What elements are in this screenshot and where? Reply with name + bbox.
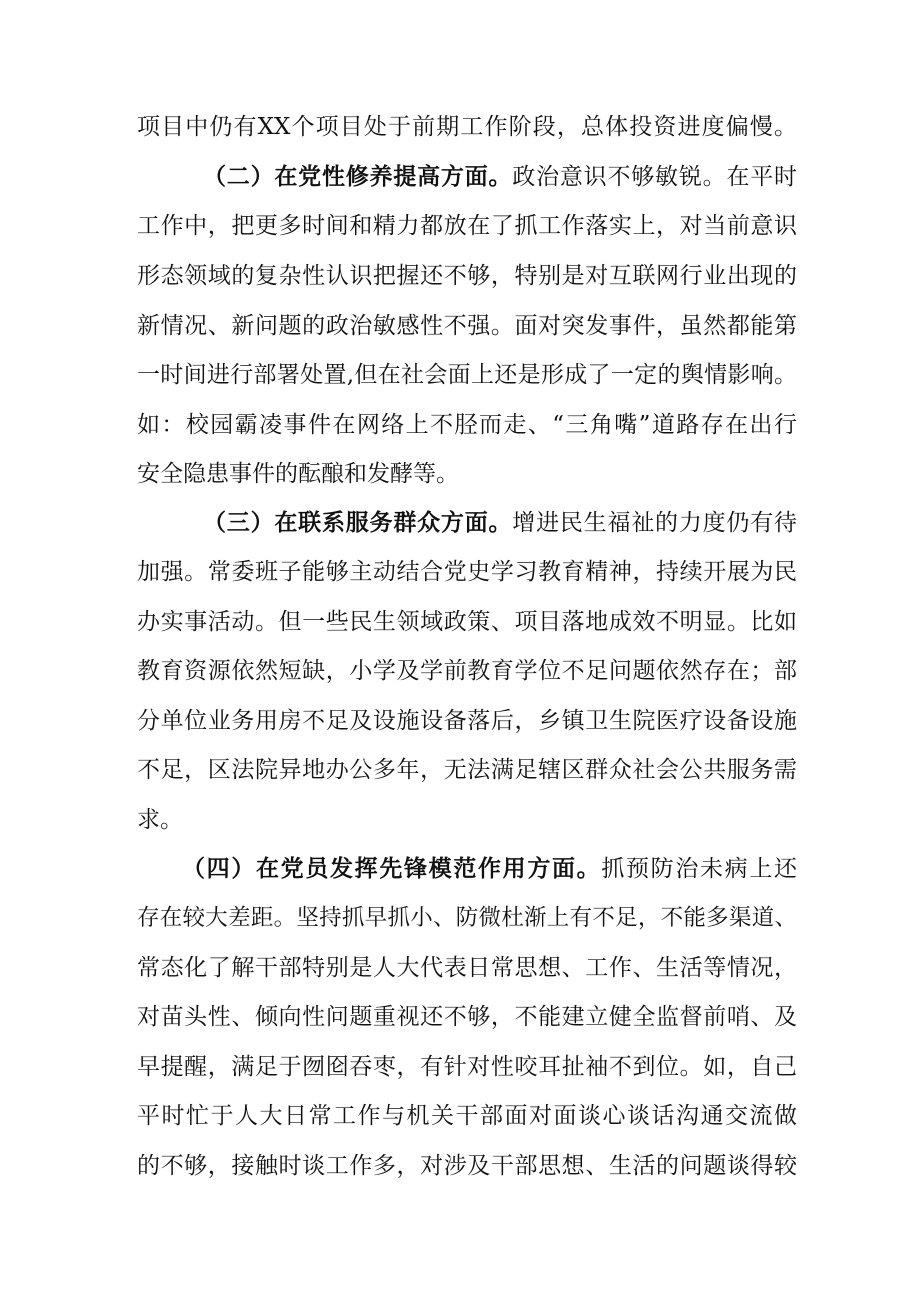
section-heading: （四）在党员发挥先锋模范作用方面。: [182, 856, 602, 882]
text-line: 不足，区法院异地办公多年，无法满足辖区群众社会公共服务需: [137, 757, 797, 783]
text-line: 对苗头性、倾向性问题重视还不够，不能建立健全监督前哨、及: [137, 1004, 797, 1030]
text-line: 教育资源依然短缺，小学及学前教育学位不足问题依然存在；部: [137, 658, 797, 684]
text-line: 加强。常委班子能够主动结合党史学习教育精神，持续开展为民: [137, 559, 797, 585]
text-line: 的不够，接触时谈工作多，对涉及干部思想、生活的问题谈得较: [137, 1153, 797, 1179]
text-line: 形态领域的复杂性认识把握还不够，特别是对互联网行业出现的: [137, 263, 797, 289]
text-line: 分单位业务用房不足及设施设备落后，乡镇卫生院医疗设备设施: [137, 708, 797, 734]
text-line: 安全隐患事件的酝酿和发酵等。: [137, 461, 459, 487]
text-line: 项目中仍有XX个项目处于前期工作阶段，总体投资进度偏慢。: [137, 114, 797, 140]
section-heading: （三）在联系服务群众方面。: [203, 510, 513, 536]
heading-line: [203, 157, 797, 197]
text-span: 政治意识不够敏锐。在平时: [512, 164, 798, 190]
text-line: 常态化了解干部特别是人大代表日常思想、工作、生活等情况，: [137, 955, 797, 981]
text-line: 如：校园霸凌事件在网络上不胫而走、“三角嘴”道路存在出行: [137, 412, 797, 438]
text-line: 求。: [137, 807, 183, 833]
heading-line: [203, 503, 797, 543]
text-line: 存在较大差距。坚持抓早抓小、防微杜渐上有不足，不能多渠道、: [137, 905, 797, 931]
text-span: 抓预防治未病上还: [601, 856, 798, 882]
heading-line: [182, 849, 797, 889]
text-line: 平时忙于人大日常工作与机关干部面对面谈心谈话沟通交流做: [137, 1103, 797, 1129]
text-line: 新情况、新问题的政治敏感性不强。面对突发事件，虽然都能第: [137, 313, 797, 339]
text-line: 一时间进行部署处置,但在社会面上还是形成了一定的舆情影响。: [137, 362, 797, 388]
section-heading: （二）在党性修养提高方面。: [203, 164, 513, 190]
text-line: 办实事活动。但一些民生领域政策、项目落地成效不明显。比如: [137, 609, 797, 635]
text-line: 早提醒，满足于囫囵吞枣，有针对性咬耳扯袖不到位。如，自己: [137, 1054, 797, 1080]
text-span: 增进民生福祉的力度仍有待: [512, 510, 798, 536]
text-line: 工作中，把更多时间和精力都放在了抓工作落实上，对当前意识: [137, 213, 797, 239]
